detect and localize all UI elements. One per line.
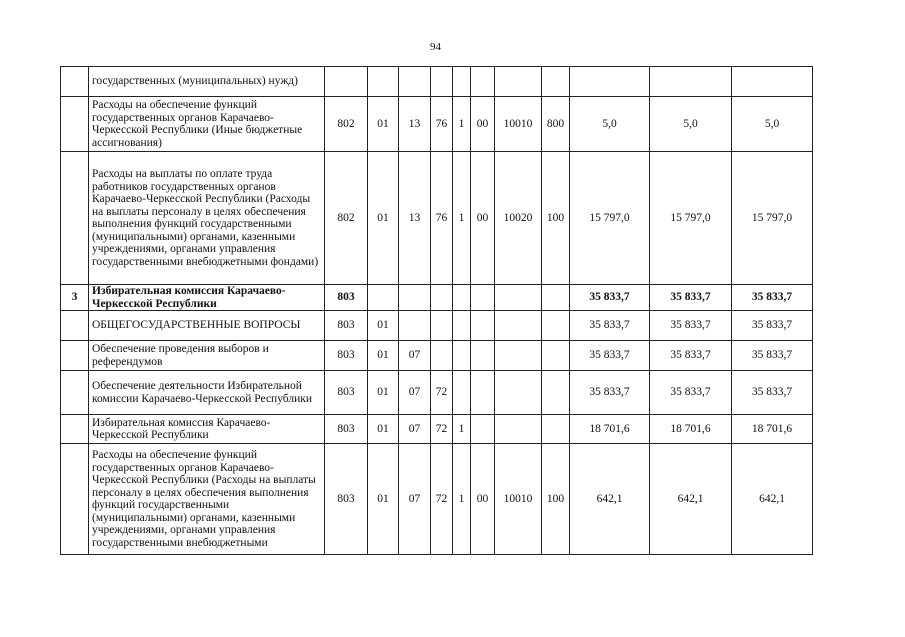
subsection-code <box>399 285 431 311</box>
section-code: 01 <box>368 311 399 341</box>
amount-year-3: 35 833,7 <box>732 341 813 371</box>
target-article-3 <box>471 311 495 341</box>
target-article-1 <box>431 341 453 371</box>
ved-code: 802 <box>325 152 368 285</box>
target-article-3 <box>471 67 495 97</box>
target-article-4 <box>495 371 542 415</box>
subsection-code: 07 <box>399 341 431 371</box>
target-article-2: 1 <box>453 152 471 285</box>
amount-year-1 <box>570 67 650 97</box>
amount-year-2: 35 833,7 <box>650 371 732 415</box>
section-code: 01 <box>368 444 399 555</box>
budget-table <box>60 66 813 555</box>
expense-type-code <box>542 371 570 415</box>
row-description: Обеспечение деятельности Избирательной комиссии Карачаево-Черкесской Республики <box>89 371 325 415</box>
table-row <box>61 97 813 152</box>
expense-type-code <box>542 311 570 341</box>
target-article-1: 72 <box>431 415 453 444</box>
row-number: 3 <box>61 285 89 311</box>
amount-year-2: 18 701,6 <box>650 415 732 444</box>
table-row <box>61 152 813 285</box>
target-article-3: 00 <box>471 444 495 555</box>
amount-year-1: 5,0 <box>570 97 650 152</box>
target-article-3 <box>471 371 495 415</box>
expense-type-code: 800 <box>542 97 570 152</box>
target-article-4 <box>495 341 542 371</box>
ved-code: 803 <box>325 371 368 415</box>
expense-type-code <box>542 285 570 311</box>
section-code: 01 <box>368 371 399 415</box>
target-article-2 <box>453 311 471 341</box>
target-article-3: 00 <box>471 97 495 152</box>
row-description: Расходы на обеспечение функций государственных органов Карачаево-Черкесской Республики (Расходы на выплаты персоналу в целях обеспечения выполнения функций государственными (муниципальными) органами, казенными учреждениями, органами управления государственными внебюджетными <box>89 444 325 555</box>
ved-code: 802 <box>325 97 368 152</box>
subsection-code: 13 <box>399 152 431 285</box>
row-number <box>61 444 89 555</box>
target-article-2 <box>453 341 471 371</box>
target-article-2: 1 <box>453 444 471 555</box>
amount-year-1: 642,1 <box>570 444 650 555</box>
expense-type-code <box>542 67 570 97</box>
expense-type-code <box>542 341 570 371</box>
table-row <box>61 444 813 555</box>
target-article-4 <box>495 285 542 311</box>
amount-year-2: 5,0 <box>650 97 732 152</box>
row-description: Обеспечение проведения выборов и референдумов <box>89 341 325 371</box>
subsection-code: 13 <box>399 97 431 152</box>
amount-year-1: 18 701,6 <box>570 415 650 444</box>
ved-code: 803 <box>325 444 368 555</box>
subsection-code: 07 <box>399 371 431 415</box>
table-row <box>61 341 813 371</box>
amount-year-2: 15 797,0 <box>650 152 732 285</box>
target-article-4: 10010 <box>495 97 542 152</box>
table-row <box>61 67 813 97</box>
amount-year-1: 35 833,7 <box>570 311 650 341</box>
section-code: 01 <box>368 97 399 152</box>
expense-type-code: 100 <box>542 444 570 555</box>
amount-year-1: 35 833,7 <box>570 285 650 311</box>
target-article-1: 76 <box>431 97 453 152</box>
target-article-1 <box>431 285 453 311</box>
target-article-4 <box>495 415 542 444</box>
ved-code: 803 <box>325 415 368 444</box>
section-code <box>368 67 399 97</box>
target-article-1: 72 <box>431 371 453 415</box>
row-description: Избирательная комиссия Карачаево-Черкесской Республики <box>89 415 325 444</box>
amount-year-1: 35 833,7 <box>570 341 650 371</box>
row-number <box>61 371 89 415</box>
row-description: Избирательная комиссия Карачаево-Черкесской Республики <box>89 285 325 311</box>
row-number <box>61 311 89 341</box>
target-article-3: 00 <box>471 152 495 285</box>
amount-year-3: 35 833,7 <box>732 285 813 311</box>
target-article-3 <box>471 285 495 311</box>
amount-year-3: 15 797,0 <box>732 152 813 285</box>
target-article-1: 72 <box>431 444 453 555</box>
amount-year-3 <box>732 67 813 97</box>
row-description: Расходы на обеспечение функций государственных органов Карачаево-Черкесской Республики (Иные бюджетные ассигнования) <box>89 97 325 152</box>
target-article-2 <box>453 67 471 97</box>
target-article-2 <box>453 371 471 415</box>
target-article-2: 1 <box>453 415 471 444</box>
section-code: 01 <box>368 415 399 444</box>
subsection-code: 07 <box>399 444 431 555</box>
row-number <box>61 67 89 97</box>
table-row <box>61 415 813 444</box>
amount-year-3: 5,0 <box>732 97 813 152</box>
target-article-1 <box>431 67 453 97</box>
amount-year-3: 642,1 <box>732 444 813 555</box>
subsection-code <box>399 67 431 97</box>
ved-code <box>325 67 368 97</box>
amount-year-3: 35 833,7 <box>732 311 813 341</box>
expense-type-code: 100 <box>542 152 570 285</box>
row-number <box>61 341 89 371</box>
target-article-1 <box>431 311 453 341</box>
target-article-2 <box>453 285 471 311</box>
table-row <box>61 371 813 415</box>
ved-code: 803 <box>325 341 368 371</box>
amount-year-2: 642,1 <box>650 444 732 555</box>
target-article-2: 1 <box>453 97 471 152</box>
ved-code: 803 <box>325 311 368 341</box>
section-code: 01 <box>368 341 399 371</box>
amount-year-3: 18 701,6 <box>732 415 813 444</box>
row-number <box>61 97 89 152</box>
target-article-4: 10020 <box>495 152 542 285</box>
row-number <box>61 415 89 444</box>
amount-year-2 <box>650 67 732 97</box>
target-article-4: 10010 <box>495 444 542 555</box>
table-row <box>61 311 813 341</box>
amount-year-1: 35 833,7 <box>570 371 650 415</box>
subsection-code <box>399 311 431 341</box>
subsection-code: 07 <box>399 415 431 444</box>
expense-type-code <box>542 415 570 444</box>
section-code <box>368 285 399 311</box>
ved-code: 803 <box>325 285 368 311</box>
amount-year-2: 35 833,7 <box>650 341 732 371</box>
row-description: Расходы на выплаты по оплате труда работников государственных органов Карачаево-Черкесской Республики (Расходы на выплаты персоналу в целях обеспечения выполнения функций государственными (муниципальными) органами, казенными учреждениями, органами управления государственными внебюджетными фондами) <box>89 152 325 285</box>
amount-year-3: 35 833,7 <box>732 371 813 415</box>
section-code: 01 <box>368 152 399 285</box>
amount-year-2: 35 833,7 <box>650 311 732 341</box>
target-article-3 <box>471 415 495 444</box>
row-number <box>61 152 89 285</box>
row-description: ОБЩЕГОСУДАРСТВЕННЫЕ ВОПРОСЫ <box>89 311 325 341</box>
target-article-4 <box>495 67 542 97</box>
target-article-4 <box>495 311 542 341</box>
target-article-3 <box>471 341 495 371</box>
page-number: 94 <box>430 41 441 53</box>
amount-year-2: 35 833,7 <box>650 285 732 311</box>
target-article-1: 76 <box>431 152 453 285</box>
row-description: государственных (муниципальных) нужд) <box>89 67 325 97</box>
amount-year-1: 15 797,0 <box>570 152 650 285</box>
table-row <box>61 285 813 311</box>
